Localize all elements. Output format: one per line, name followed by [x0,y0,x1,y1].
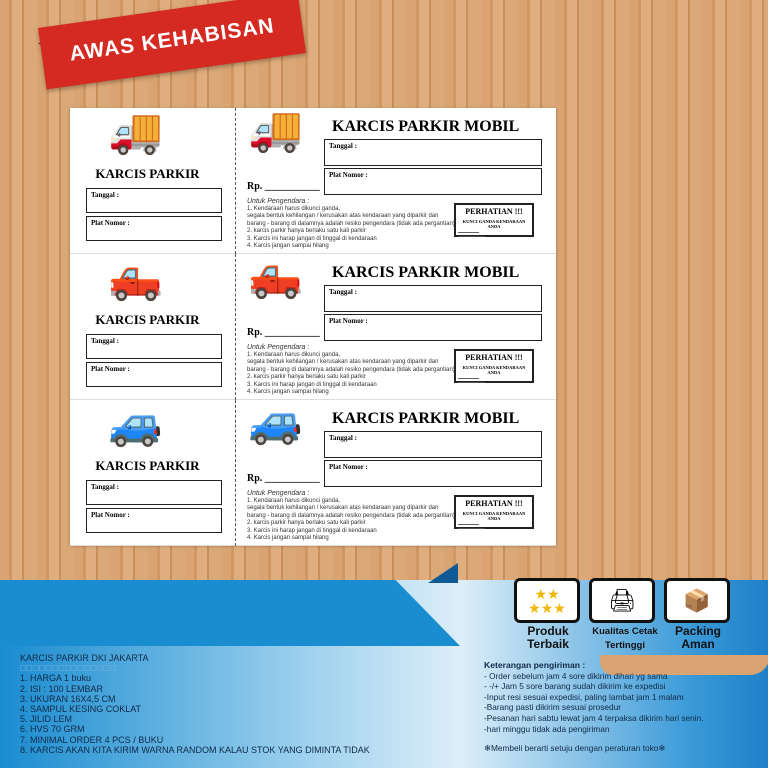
warning-title: PERHATIAN !!! [465,499,523,508]
rule-line: 4. Karcis jangan sampai hilang [247,243,329,249]
parking-ticket [70,105,556,254]
pickup-icon: 🛻 [248,251,303,300]
rule-line: 4. Karcis jangan sampai hilang [247,535,329,541]
rule-line: 2. karcis parkir hanya berlaku satu kali parkir [247,374,366,380]
rule-line: barang - barang di dalamnya adalah resiko pengendara (tidak ada pergantian) [247,512,455,519]
spec-item: 5. JILID LEM [20,714,73,725]
info-panel-tab [0,580,460,646]
rules [247,344,457,397]
shipping-title: Keterangan pengiriman : [484,660,586,670]
rule-line: 2. karcis parkir hanya berlaku satu kali parkir [247,520,366,526]
rule-line: 3. Karcis ini harap jangan di tinggal di kendaraan [247,527,377,534]
price-field: Rp. ___________ [247,473,320,484]
shipping-item: -hari minggu tidak ada pengiriman [484,723,610,734]
plat-nomor-field: Plat Nomor : [86,216,222,241]
warning-sub: KUNCI GANDA KENDARAAN ANDA [462,511,526,521]
stub-title: KARCIS PARKIR [95,166,200,181]
ticket-sheet [70,105,556,545]
tanggal-field: Tanggal : [324,139,542,166]
plat-nomor-field: Plat Nomor : [324,460,542,487]
package-icon: 📦 [664,578,730,623]
ticket-title: KARCIS PARKIR MOBIL [332,118,520,135]
rules-heading: Untuk Pengendara : [247,198,310,205]
rules [247,490,457,543]
shipping-item: - -/+ Jam 5 sore barang sudah dikirim ke expedisi [484,681,666,692]
rule-line: 4. Karcis jangan sampai hilang [247,389,329,395]
stars-icon: ★★ ★★★ [514,578,580,623]
ticket-title: KARCIS PARKIR MOBIL [332,264,520,281]
spec-item: 3. UKURAN 16X4,5 CM [20,693,116,704]
warning-sub: KUNCI GANDA KENDARAAN ANDA [462,219,526,229]
perforation-line [235,400,236,546]
rule-line: barang - barang di dalamnya adalah resiko pengendara (tidak ada pergantian) [247,220,455,227]
price-field: Rp. ___________ [247,181,320,192]
rule-line: 2. karcis parkir hanya berlaku satu kali parkir [247,228,366,234]
ticket-title: KARCIS PARKIR MOBIL [332,410,520,427]
feature-label: Packing Aman [674,624,722,651]
shipping-item: - Order sebelum jam 4 sore dikirim dihari yg sama [484,670,668,681]
warning-title: PERHATIAN !!! [465,353,523,362]
tanggal-field: Tanggal : [86,188,222,213]
spec-item: 1. HARGA 1 buku [20,673,92,684]
warning-sub: KUNCI GANDA KENDARAAN ANDA [462,365,526,375]
spec-item: 6. HVS 70 GRM [20,724,85,735]
plat-nomor-field: Plat Nomor : [86,508,222,533]
spec-item: 8. KARCIS AKAN KITA KIRIM WARNA RANDOM KALAU STOK YANG DIMINTA TIDAK [20,744,370,755]
parking-ticket [70,251,556,400]
feature-label: Kualitas Cetak Tertinggi [592,626,658,651]
shipping-footer: ❄Membeli berarti setuju dengan peraturan toko❄ [484,743,666,754]
rule-line: 1. Kendaraan harus dikunci ganda, [247,497,341,504]
warning-box: PERHATIAN !!! KUNCI GANDA KENDARAAN ANDA ▬▬▬▬▬▬▬ ▬▬▬▬▬▬▬▬▬ [454,349,534,383]
spec-item: 7. MINIMAL ORDER 4 PCS / BUKU [20,734,164,745]
info-panel-fold [428,563,458,583]
perforation-line [235,254,236,400]
tanggal-field: Tanggal : [324,285,542,312]
spec-item: 4. SAMPUL KESING COKLAT [20,704,142,715]
feature-label: Produk Terbaik [527,624,569,651]
ticket-stub [70,254,235,400]
spec-item: 2. ISI : 100 LEMBAR [20,683,104,694]
plat-nomor-field: Plat Nomor : [86,362,222,387]
rules-heading: Untuk Pengendara : [247,344,310,351]
ticket-stub [70,400,235,546]
stub-title: KARCIS PARKIR [95,458,200,473]
rule-line: 3. Karcis ini harap jangan di tinggal di kendaraan [247,381,377,388]
car-icon: 🚙 [248,397,303,446]
shipping-item: -Input resi sesuai expedisi, paling lambat jam 1 malam [484,691,684,702]
rule-line: barang - barang di dalamnya adalah resiko pengendara (tidak ada pergantian) [247,366,455,373]
rules [247,198,457,251]
plat-nomor-field: Plat Nomor : [324,314,542,341]
plat-nomor-field: Plat Nomor : [324,168,542,195]
perforation-line [235,108,236,254]
tanggal-field: Tanggal : [86,334,222,359]
rule-line: 1. Kendaraan harus dikunci ganda, [247,205,341,212]
car-icon: 🚙 [108,399,163,448]
rule-line: segala bentuk kehilangan / kerusakan atas kendaraan yang diparkir dan [247,213,439,219]
warning-box: PERHATIAN !!! KUNCI GANDA KENDARAAN ANDA ▬▬▬▬▬▬▬ ▬▬▬▬▬▬▬▬▬ [454,203,534,237]
rules-heading: Untuk Pengendara : [247,490,310,497]
product-specs [20,653,370,755]
tanggal-field: Tanggal : [86,480,222,505]
ticket-stub [70,108,235,254]
spec-title: KARCIS PARKIR DKI JAKARTA [20,653,149,663]
stub-title: KARCIS PARKIR [95,312,200,327]
warning-title: PERHATIAN !!! [465,207,523,216]
tanggal-field: Tanggal : [324,431,542,458]
rule-line: segala bentuk kehilangan / kerusakan atas kendaraan yang diparkir dan [247,359,439,365]
price-field: Rp. ___________ [247,327,320,338]
shipping-item: -Barang pasti dikirim sesuai prosedur [484,702,621,713]
truck-icon: 🚚 [108,107,163,156]
rule-line: segala bentuk kehilangan / kerusakan atas kendaraan yang diparkir dan [247,505,439,511]
warning-box: PERHATIAN !!! KUNCI GANDA KENDARAAN ANDA ▬▬▬▬▬▬▬ ▬▬▬▬▬▬▬▬▬ [454,495,534,529]
rule-line: 1. Kendaraan harus dikunci ganda, [247,351,341,358]
truck-icon: 🚚 [248,105,303,154]
shipping-info [484,660,704,754]
parking-ticket [70,397,556,546]
printer-icon: 🖨 [589,578,655,623]
rule-line: 3. Karcis ini harap jangan di tinggal di kendaraan [247,235,377,242]
spec-squares: □□□□□□□□□□□□□□□ [20,663,117,674]
shipping-item: -Pesanan hari sabtu lewat jam 4 terpaksa dikirim hari senin. [484,712,704,723]
pickup-icon: 🛻 [108,253,163,302]
promo-banner: AWAS KEHABISAN [38,0,306,89]
